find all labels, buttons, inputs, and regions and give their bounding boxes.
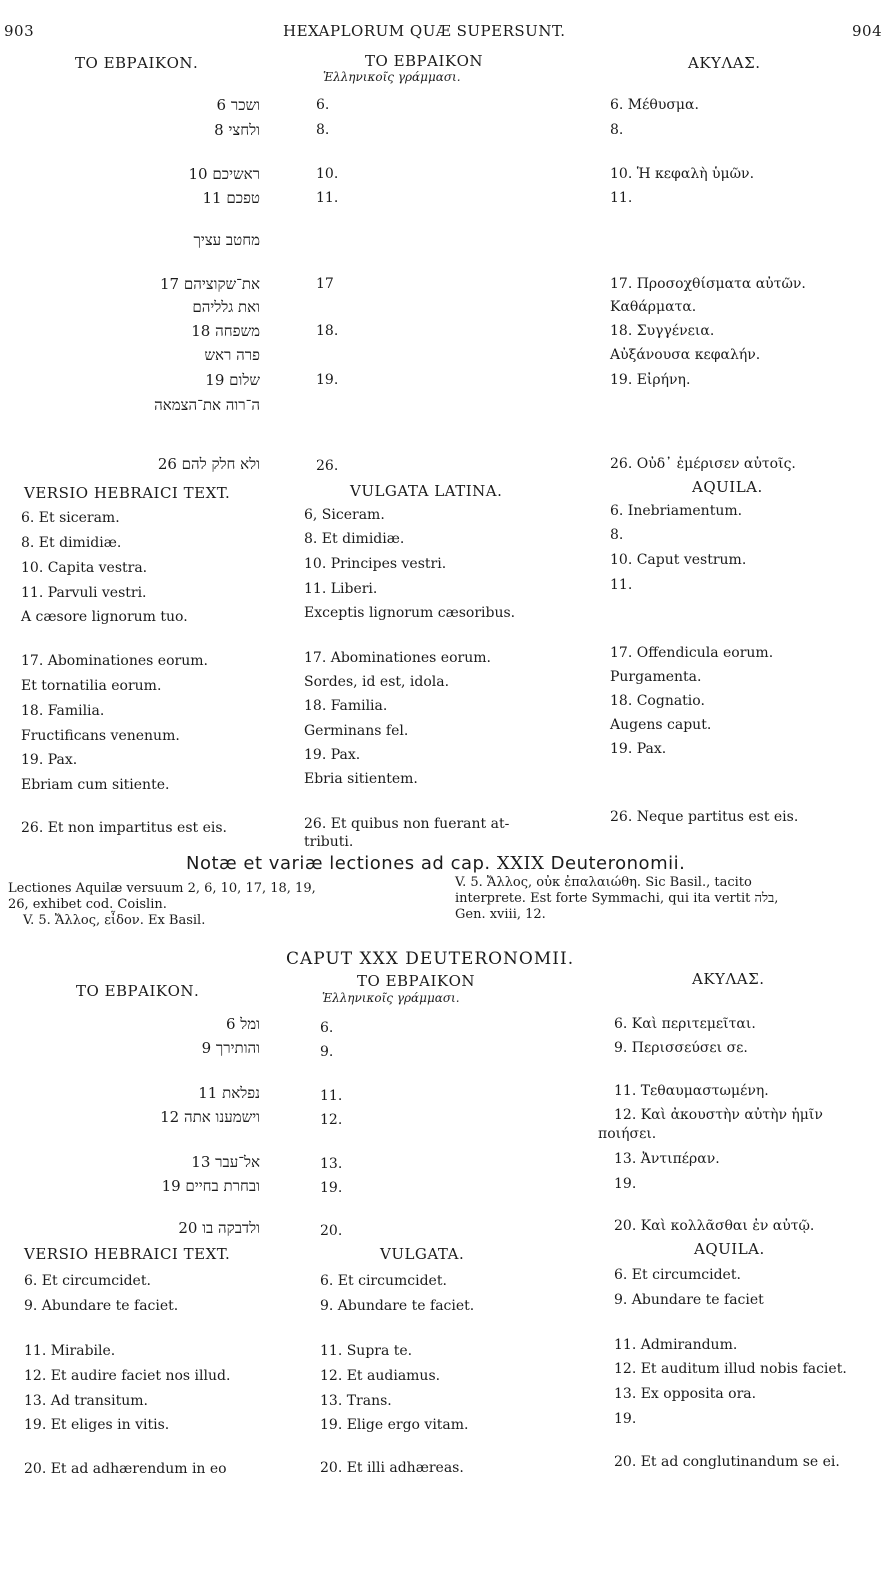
lat-aquila-cell: 11. Admirandum. [614, 1337, 738, 1353]
hebrew-cell: ה־רוה את־הצמאה [154, 396, 260, 414]
lat-aquila-cell: 10. Caput vestrum. [610, 552, 747, 568]
translit-cell: 20. [320, 1223, 343, 1239]
lat-vulgate-cell: 19. Pax. [304, 747, 361, 763]
aquila-cell: 19. [614, 1176, 637, 1192]
lat-aquila-cell: 18. Cognatio. [610, 693, 705, 709]
lat-vulgate-cell-cont: tributi. [304, 834, 354, 850]
lat-aquila-title-2: AQUILA. [694, 1240, 765, 1258]
aquila-cell: 9. Περισσεύσει σε. [614, 1040, 748, 1056]
aquila-cell: 11. Τεθαυμαστωμένη. [614, 1083, 769, 1099]
lat-aquila-title: AQUILA. [692, 478, 763, 496]
hebrew-cell: מחטב עציך [193, 231, 260, 249]
aquila-cell: 19. Εἰρήνη. [610, 372, 691, 388]
lat-vulgate-title: VULGATA LATINA. [350, 482, 503, 500]
lat-aquila-cell: 6. Inebriamentum. [610, 503, 743, 519]
col-hebrew-title-2: ΤΟ ΕΒΡΑΙΚΟΝ. [76, 982, 200, 1000]
hebrew-cell: ראשיכם 10 [188, 165, 260, 183]
lat-hebrew-cell: 8. Et dimidiæ. [21, 535, 122, 551]
lat-hebrew-cell: Et tornatilia eorum. [21, 678, 162, 694]
translit-cell: 19. [316, 372, 339, 388]
hebrew-cell: פרה ראש [204, 346, 260, 364]
translit-cell: 18. [316, 323, 339, 339]
translit-cell: 12. [320, 1112, 343, 1128]
lat-hebrew-cell: 19. Pax. [21, 752, 78, 768]
lat-vulgate-cell: 11. Supra te. [320, 1343, 413, 1359]
col-translit-subtitle-2: Ἑλληνικοῖς γράμμασι. [322, 991, 460, 1005]
aquila-cell: Καθάρματα. [610, 299, 697, 315]
lat-aquila-cell: Purgamenta. [610, 669, 702, 685]
translit-cell: 11. [316, 190, 339, 206]
lat-hebrew-cell: 6. Et circumcidet. [24, 1273, 151, 1289]
aquila-cell: 8. [610, 122, 624, 138]
lat-hebrew-cell: 11. Parvuli vestri. [21, 585, 147, 601]
caput-title: CAPUT XXX DEUTERONOMII. [286, 949, 575, 969]
lat-hebrew-cell: 6. Et siceram. [21, 510, 120, 526]
lat-hebrew-cell: A cæsore lignorum tuo. [21, 609, 188, 625]
hebrew-cell: והותירך 9 [201, 1039, 260, 1057]
aquila-cell: 26. Οὐδ᾽ ἐμέρισεν αὐτοῖς. [610, 456, 796, 472]
lat-vulgate-cell: Germinans fel. [304, 723, 409, 739]
notes-title [186, 853, 685, 874]
lat-aquila-cell: 26. Neque partitus est eis. [610, 809, 799, 825]
notes-right-line: Gen. xviii, 12. [455, 907, 546, 922]
translit-cell: 6. [320, 1020, 334, 1036]
hebrew-cell: טפכם 11 [202, 189, 260, 207]
notes-left-line: V. 5. Ἄλλος, εἶδον. Ex Basil. [23, 913, 206, 928]
col-translit-title-2: ΤΟ ΕΒΡΑΙΚΟΝ [357, 972, 476, 990]
hebrew-cell: ולא חלק להם 26 [157, 455, 260, 473]
lat-hebrew-cell: 18. Familia. [21, 703, 105, 719]
lat-vulgate-cell: 6. Et circumcidet. [320, 1273, 447, 1289]
translit-cell: 9. [320, 1044, 334, 1060]
col-aquila-title-2: ΑΚΥΛΑΣ. [692, 970, 765, 988]
hebrew-cell: נפלאת 11 [198, 1084, 260, 1102]
lat-vulgate-cell: 9. Abundare te faciet. [320, 1298, 475, 1314]
hebrew-cell: וישמענו אתה 12 [160, 1108, 260, 1126]
aquila-cell: 13. Ἀντιπέραν. [614, 1151, 720, 1167]
col-translit-subtitle: Ἑλληνικοῖς γράμμασι. [323, 70, 461, 84]
lat-aquila-cell: Augens caput. [610, 717, 712, 733]
lat-aquila-cell: 19. Pax. [610, 741, 667, 757]
translit-cell: 8. [316, 122, 330, 138]
lat-hebrew-title-2: VERSIO HEBRAICI TEXT. [24, 1245, 231, 1263]
lat-aquila-cell: 9. Abundare te faciet [614, 1292, 764, 1308]
hebrew-cell: שלום 19 [205, 371, 260, 389]
hebrew-cell: משפחה 18 [191, 322, 260, 340]
hebrew-cell: ולחצי 8 [214, 121, 260, 139]
lat-vulgate-cell: 10. Principes vestri. [304, 556, 447, 572]
lat-hebrew-cell: Ebriam cum sitiente. [21, 777, 170, 793]
lat-vulgate-cell: Sordes, id est, idola. [304, 674, 450, 690]
aquila-cell: 10. Ἡ κεφαλὴ ὑμῶν. [610, 166, 755, 182]
aquila-cell-cont: ποιήσει. [598, 1126, 657, 1142]
lat-vulgate-cell: 8. Et dimidiæ. [304, 531, 405, 547]
col-aquila-title: ΑΚΥΛΑΣ. [688, 54, 761, 72]
aquila-cell: 17. Προσοχθίσματα αὐτῶν. [610, 276, 806, 292]
translit-cell: 17 [316, 276, 334, 292]
col-hebrew-title: ΤΟ ΕΒΡΑΙΚΟΝ. [75, 54, 199, 72]
lat-hebrew-title: VERSIO HEBRAICI TEXT. [24, 484, 231, 502]
col-translit-title: ΤΟ ΕΒΡΑΙΚΟΝ [365, 52, 484, 70]
hebrew-cell: ומל 6 [225, 1015, 260, 1033]
aquila-cell: 6. Μέθυσμα. [610, 97, 699, 113]
notes-left-line: Lectiones Aquilæ versuum 2, 6, 10, 17, 18, 19, [8, 881, 316, 896]
lat-vulgate-cell: Ebria sitientem. [304, 771, 418, 787]
lat-hebrew-cell: 19. Et eliges in vitis. [24, 1417, 170, 1433]
notes-left-line: 26, exhibet cod. Coislin. [8, 897, 167, 912]
lat-vulgate-cell: 17. Abominationes eorum. [304, 650, 491, 666]
lat-aquila-cell: 11. [610, 577, 633, 593]
hebrew-cell: את־שקוציהם 17 [159, 275, 260, 293]
translit-cell: 6. [316, 97, 330, 113]
lat-vulgate-cell: 26. Et quibus non fuerant at- [304, 816, 510, 832]
notes-title-b: XXIX [496, 853, 545, 874]
lat-vulgate-cell: 20. Et illi adhæreas. [320, 1460, 464, 1476]
lat-aquila-cell: 8. [610, 527, 624, 543]
aquila-cell: 20. Καὶ κολλᾶσθαι ἐν αὐτῷ. [614, 1218, 815, 1234]
notes-title-a: Notæ et variæ lectiones ad cap. [186, 853, 497, 874]
translit-cell: 11. [320, 1088, 343, 1104]
translit-cell: 13. [320, 1156, 343, 1172]
hebrew-cell: אל־עבר 13 [191, 1153, 260, 1171]
lat-hebrew-cell: 12. Et audire faciet nos illud. [24, 1368, 231, 1384]
lat-aquila-cell: 13. Ex opposita ora. [614, 1386, 757, 1402]
lat-hebrew-cell: 11. Mirabile. [24, 1343, 116, 1359]
lat-hebrew-cell: 17. Abominationes eorum. [21, 653, 208, 669]
hebrew-cell: ואת גלליהם [192, 298, 260, 316]
lat-vulgate-cell: 11. Liberi. [304, 581, 378, 597]
lat-vulgate-cell: Exceptis lignorum cæsoribus. [304, 605, 516, 621]
lat-vulgate-title-2: VULGATA. [380, 1245, 465, 1263]
aquila-cell: 6. Καὶ περιτεμεῖται. [614, 1016, 756, 1032]
lat-hebrew-cell: 26. Et non impartitus est eis. [21, 820, 228, 836]
lat-vulgate-cell: 18. Familia. [304, 698, 388, 714]
lat-hebrew-cell: 13. Ad transitum. [24, 1393, 148, 1409]
aquila-cell: 12. Καὶ ἀκουστὴν αὐτὴν ἡμῖν [614, 1107, 823, 1123]
translit-cell: 26. [316, 458, 339, 474]
right-page-number: 904 [852, 22, 883, 40]
hebrew-cell: ובחרת בחיים 19 [161, 1177, 260, 1195]
lat-hebrew-cell: 10. Capita vestra. [21, 560, 148, 576]
hebrew-cell: ולדבקה בו 20 [178, 1219, 260, 1237]
lat-hebrew-cell: Fructificans venenum. [21, 728, 180, 744]
lat-vulgate-cell: 13. Trans. [320, 1393, 392, 1409]
hebrew-cell: ושכר 6 [216, 96, 260, 114]
lat-aquila-cell: 19. [614, 1411, 637, 1427]
aquila-cell: 18. Συγγένεια. [610, 323, 715, 339]
left-page-number: 903 [4, 22, 35, 40]
lat-aquila-cell: 20. Et ad conglutinandum se ei. [614, 1454, 840, 1470]
lat-vulgate-cell: 12. Et audiamus. [320, 1368, 441, 1384]
notes-title-c: Deuteronomii. [544, 853, 686, 874]
aquila-cell: 11. [610, 190, 633, 206]
lat-vulgate-cell: 19. Elige ergo vitam. [320, 1417, 469, 1433]
notes-right-line: interprete. Est forte Symmachi, qui ita vertit בלה, [455, 891, 779, 906]
lat-aquila-cell: 17. Offendicula eorum. [610, 645, 774, 661]
translit-cell: 10. [316, 166, 339, 182]
lat-hebrew-cell: 20. Et ad adhærendum in eo [24, 1461, 227, 1477]
lat-aquila-cell: 12. Et auditum illud nobis faciet. [614, 1361, 847, 1377]
notes-right-line: V. 5. Ἄλλος, οὐκ ἐπαλαιώθη. Sic Basil., tacito [455, 875, 752, 890]
aquila-cell: Αὐξάνουσα κεφαλήν. [610, 347, 761, 363]
lat-vulgate-cell: 6, Siceram. [304, 507, 385, 523]
running-title: HEXAPLORUM QUÆ SUPERSUNT. [283, 22, 566, 40]
translit-cell: 19. [320, 1180, 343, 1196]
lat-aquila-cell: 6. Et circumcidet. [614, 1267, 741, 1283]
lat-hebrew-cell: 9. Abundare te faciet. [24, 1298, 179, 1314]
